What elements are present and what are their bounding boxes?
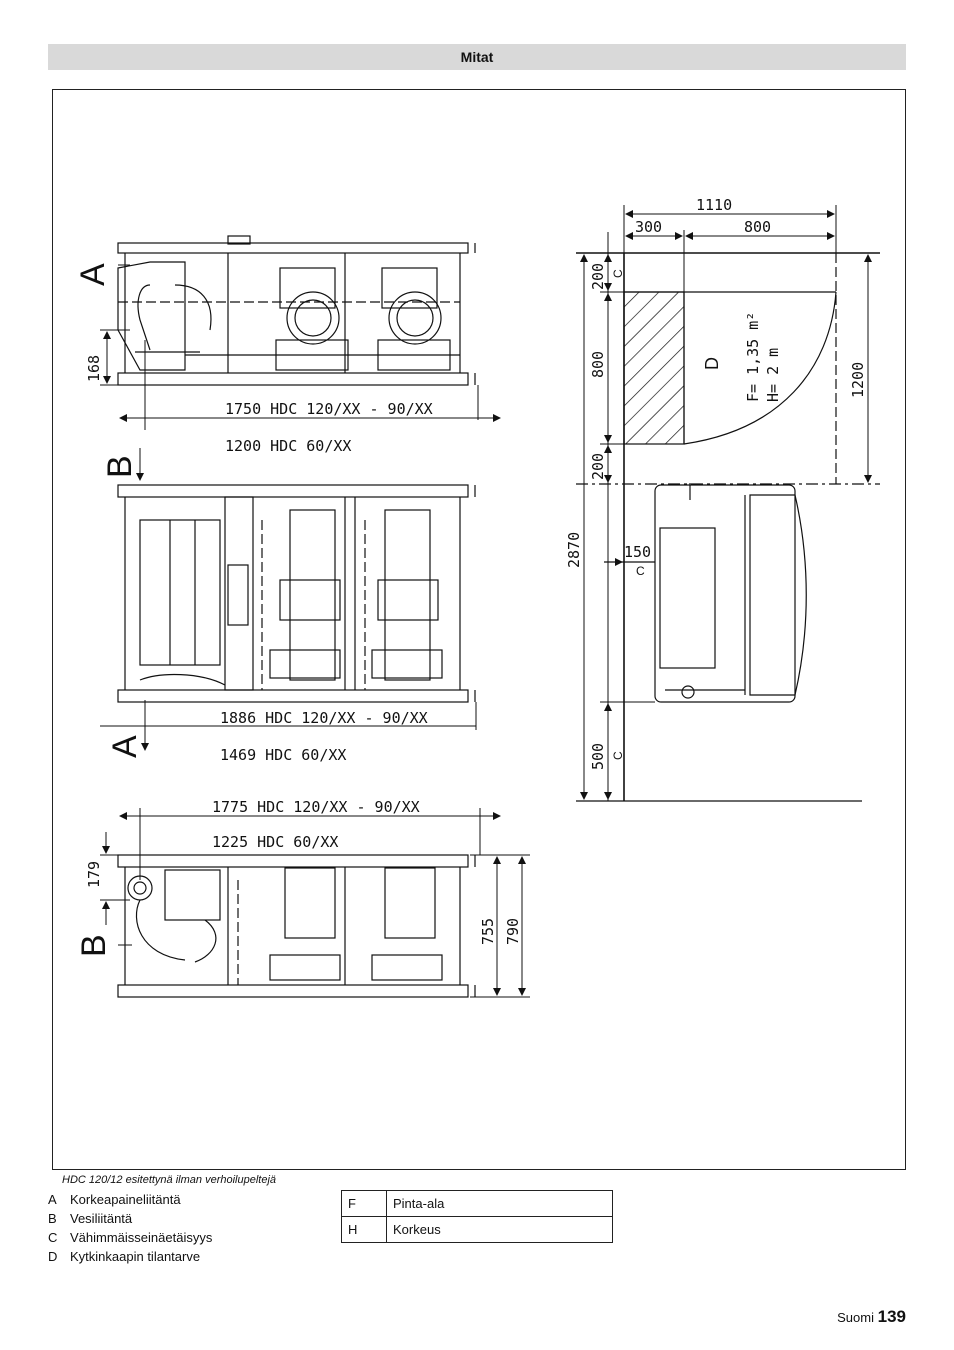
legend-item: A Korkeapaineliitäntä <box>48 1192 181 1207</box>
page-footer <box>837 1307 906 1327</box>
connection-label-b-top: B <box>101 455 139 478</box>
dimension-150: 150 <box>624 543 652 561</box>
connection-label-b-bottom: B <box>75 934 113 957</box>
dimension-790: 790 <box>504 917 522 945</box>
footer-language: Suomi <box>837 1310 874 1325</box>
dimension-200-mid: 200 <box>589 452 607 480</box>
dimension-1886: 1886 HDC 120/XX - 90/XX <box>220 709 428 727</box>
dimension-755: 755 <box>479 917 497 945</box>
table-value: Pinta-ala <box>387 1191 613 1217</box>
page-number: 139 <box>877 1307 906 1326</box>
legend-item: B Vesiliitäntä <box>48 1211 133 1226</box>
table-key: H <box>342 1217 387 1243</box>
table-row <box>342 1191 613 1217</box>
dimension-1750: 1750 HDC 120/XX - 90/XX <box>225 400 433 418</box>
side-view <box>118 485 475 702</box>
dimension-500: 500 <box>589 742 607 770</box>
figure-caption: HDC 120/12 esitettynä ilman verhoilupeltejä <box>62 1174 277 1186</box>
dimension-800-left: 800 <box>589 350 607 378</box>
dimension-1110: 1110 <box>696 196 733 214</box>
section-title: Mitat <box>48 44 906 70</box>
clearance-label-c-top: C <box>611 269 625 278</box>
connection-label-a-top: A <box>74 263 112 286</box>
table-row <box>342 1217 613 1243</box>
switch-cabinet-label-d: D <box>702 357 722 370</box>
legend-item: D Kytkinkaapin tilantarve <box>48 1249 201 1264</box>
plan-view <box>576 253 880 801</box>
top-view <box>118 236 475 385</box>
dimension-1225: 1225 HDC 60/XX <box>212 833 339 851</box>
bottom-view <box>118 855 475 997</box>
area-value: F= 1,35 m² <box>744 311 762 402</box>
dimension-1200: 1200 HDC 60/XX <box>225 437 352 455</box>
dimension-800-top: 800 <box>744 218 772 236</box>
legend-item: C Vähimmäisseinäetäisyys <box>48 1230 213 1245</box>
dimension-2870: 2870 <box>565 531 583 568</box>
dimension-1775: 1775 HDC 120/XX - 90/XX <box>212 798 420 816</box>
clearance-label-c-mid: C <box>636 564 645 578</box>
abbreviation-table <box>341 1190 613 1243</box>
dimension-300: 300 <box>635 218 663 236</box>
connection-label-a-mid: A <box>106 735 144 758</box>
dimension-168: 168 <box>85 354 103 382</box>
legend-list <box>48 1190 212 1266</box>
dimension-200-top: 200 <box>589 262 607 290</box>
dimension-179: 179 <box>85 860 103 888</box>
clearance-label-c-bottom: C <box>611 751 625 760</box>
height-value: H= 2 m <box>764 347 782 402</box>
table-key: F <box>342 1191 387 1217</box>
table-value: Korkeus <box>387 1217 613 1243</box>
dimension-1200: 1200 <box>849 361 867 398</box>
dimension-1469: 1469 HDC 60/XX <box>220 746 347 764</box>
